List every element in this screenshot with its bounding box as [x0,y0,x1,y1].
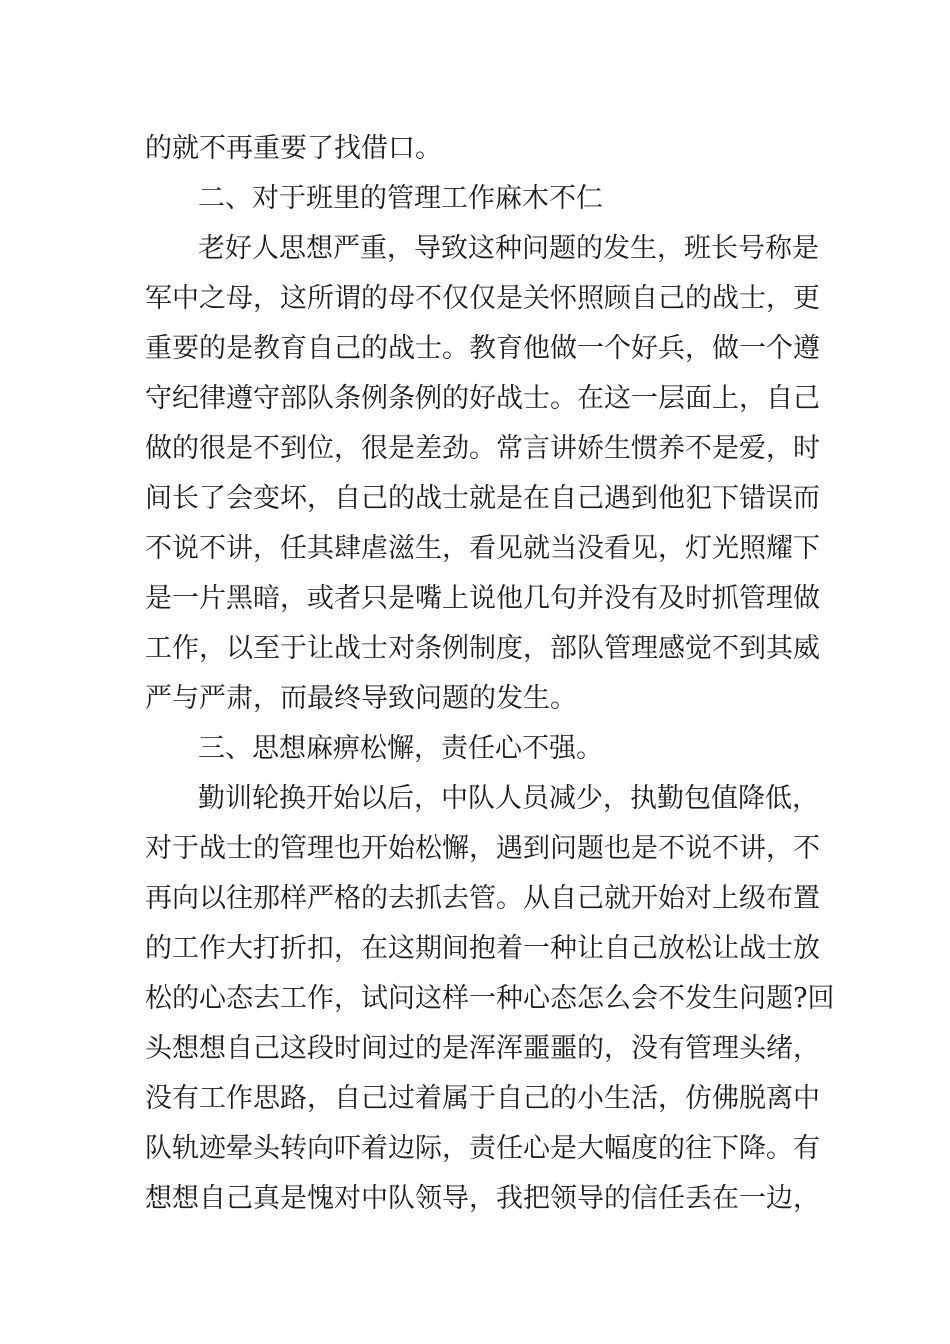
paragraph-line: 老好人思想严重，导致这种问题的发生，班长号称是 [198,233,819,264]
paragraph-line: 松的心态去工作，试问这样一种心态怎么会不发生问题?回 [145,983,835,1014]
paragraph-line: 守纪律遵守部队条例条例的好战士。在这一层面上，自己 [145,383,820,414]
section-heading: 三、思想麻痹松懈，责任心不强。 [198,733,603,764]
paragraph-line: 做的很是不到位，很是差劲。常言讲娇生惯养不是爱，时 [145,433,820,464]
paragraph-line: 再向以往那样严格的去抓去管。从自己就开始对上级布置 [145,883,820,914]
section-heading: 二、对于班里的管理工作麻木不仁 [198,183,603,214]
paragraph-line: 军中之母，这所谓的母不仅仅是关怀照顾自己的战士，更 [145,283,820,314]
paragraph-line: 想想自己真是愧对中队领导，我把领导的信任丢在一边， [145,1183,820,1214]
paragraph-line: 勤训轮换开始以后，中队人员减少，执勤包值降低， [198,783,819,814]
paragraph-line: 工作，以至于让战士对条例制度，部队管理感觉不到其威 [145,633,820,664]
paragraph-line: 的工作大打折扣，在这期间抱着一种让自己放松让战士放 [145,933,820,964]
paragraph-line: 间长了会变坏，自己的战士就是在自己遇到他犯下错误而 [145,483,820,514]
paragraph-line: 的就不再重要了找借口。 [145,133,442,164]
paragraph-line: 是一片黑暗，或者只是嘴上说他几句并没有及时抓管理做 [145,583,820,614]
paragraph-line: 队轨迹晕头转向吓着边际，责任心是大幅度的往下降。有 [145,1133,820,1164]
paragraph-line: 没有工作思路，自己过着属于自己的小生活，仿佛脱离中 [145,1083,820,1114]
paragraph-line: 头想想自己这段时间过的是浑浑噩噩的，没有管理头绪， [145,1033,820,1064]
paragraph-line: 对于战士的管理也开始松懈，遇到问题也是不说不讲，不 [145,833,820,864]
paragraph-line: 重要的是教育自己的战士。教育他做一个好兵，做一个遵 [145,333,820,364]
paragraph-line: 严与严肃，而最终导致问题的发生。 [145,683,577,714]
paragraph-line: 不说不讲，任其肆虐滋生，看见就当没看见，灯光照耀下 [145,533,820,564]
